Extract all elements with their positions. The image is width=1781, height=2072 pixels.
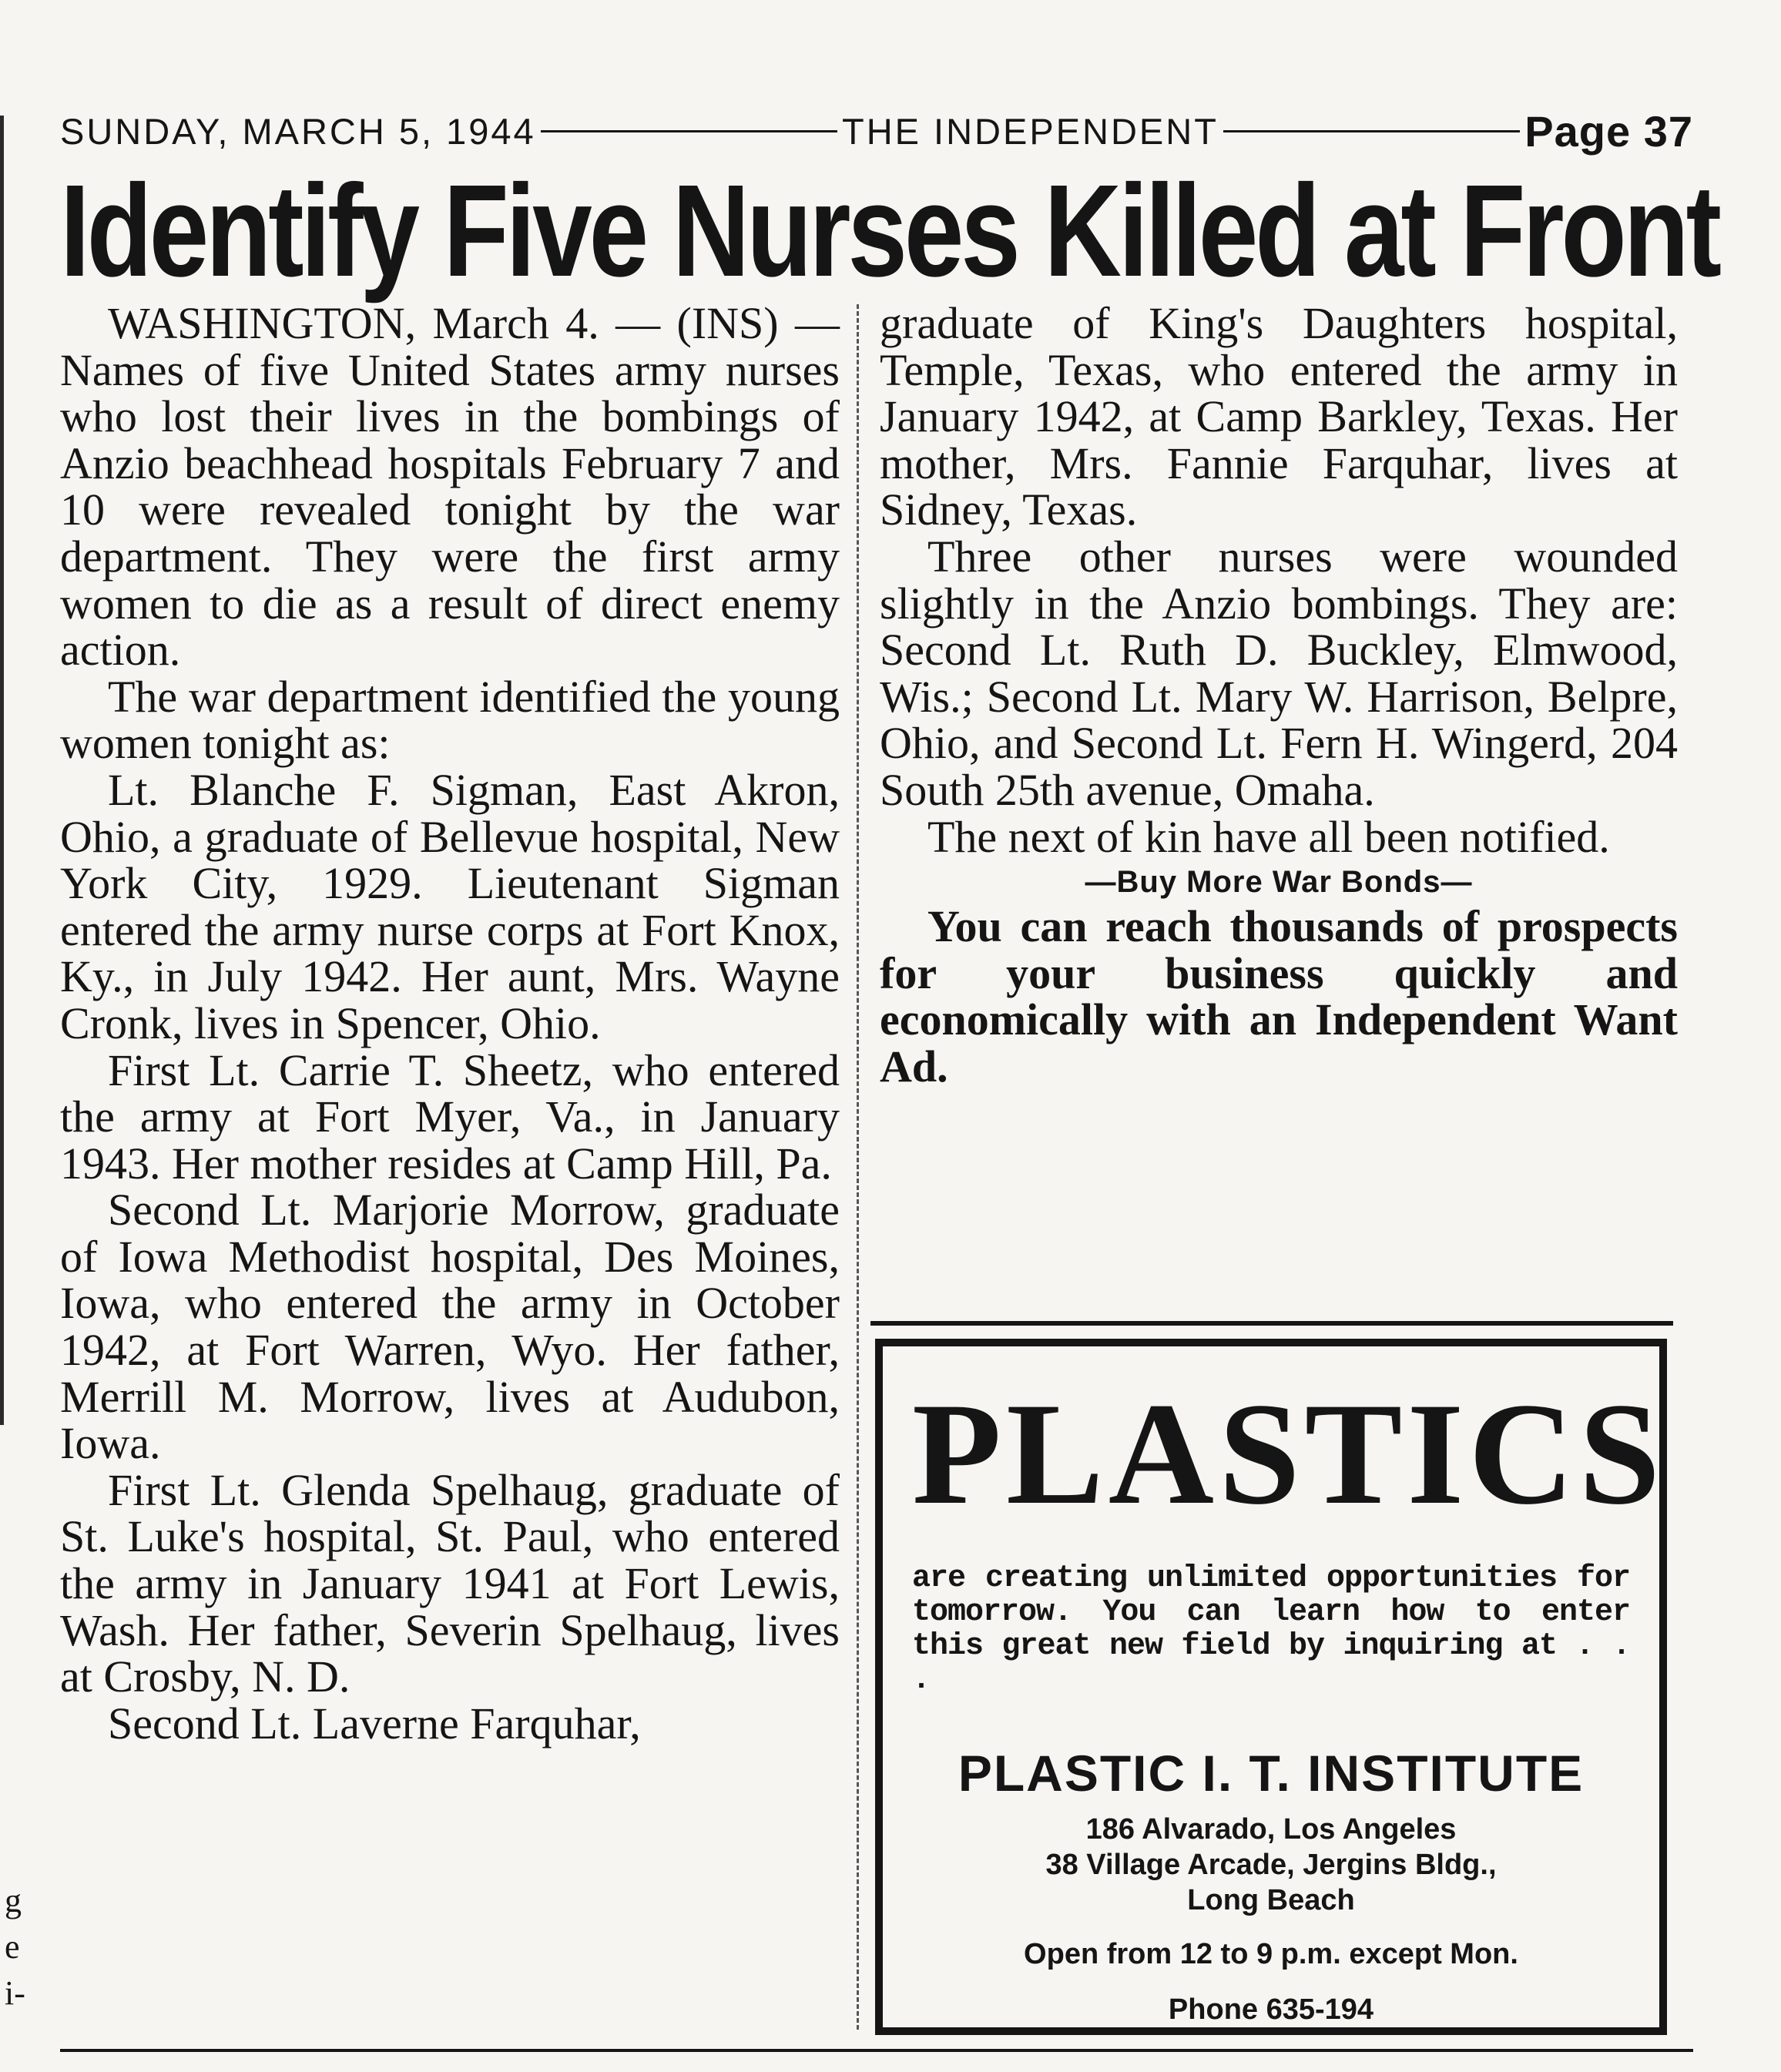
edge-text-fragment: g [5,1882,22,1919]
edge-text-fragment: i- [5,1974,25,2012]
bottom-rule [60,2049,1693,2052]
ad-address-line: 186 Alvarado, Los Angeles [1085,1813,1457,1846]
article-paragraph: Second Lt. Marjorie Morrow, graduate of Iowa Methodist hospital, Des Moines, Iowa, who entered the army in October 1942, at Fort Warren, Wyo. Her father, Merrill M. Morrow, lives at Audubon, Iowa. [60,1185,840,1469]
want-ad-promo: You can reach thousands of prospects for your business quickly and economically with an Independent Want Ad. [880,901,1678,1091]
plastics-advertisement [875,1339,1667,2035]
article-column-left [60,300,840,1747]
ad-address-line: Long Beach [1187,1884,1355,1916]
headline: Identify Five Nurses Killed at Front [60,158,1719,304]
article-paragraph: graduate of King's Daughters hospital, Temple, Texas, who entered the army in January 1942, at Camp Barkley, Texas. Her mother, Mrs. Fannie Farquhar, lives at Sidney, Texas. [880,298,1678,535]
article-paragraph: First Lt. Glenda Spelhaug, graduate of St. Luke's hospital, St. Paul, who entered the army in January 1941 at Fort Lewis, Wash. Her father, Severin Spelhaug, lives at Crosby, N. D. [60,1464,840,1702]
ad-hours: Open from 12 to 9 p.m. except Mon. [1024,1938,1518,1970]
article-paragraph: First Lt. Carrie T. Sheetz, who entered the army at Fort Myer, Va., in January 1943. Her mother resides at Camp Hill, Pa. [60,1044,840,1189]
ad-top-rule [870,1321,1673,1326]
masthead-date: SUNDAY, MARCH 5, 1944 [60,110,536,152]
war-bonds-slogan: —Buy More War Bonds— [1085,865,1473,900]
page-number: Page 37 [1524,106,1693,156]
masthead-newspaper: THE INDEPENDENT [842,110,1219,152]
ad-phone: Phone 635-194 [1168,1993,1374,2026]
article-column-right [880,300,1678,1091]
article-paragraph: The next of kin have all been notified. [927,811,1610,862]
ad-institute-name: PLASTIC I. T. INSTITUTE [958,1745,1585,1802]
article-paragraph: WASHINGTON, March 4. — (INS) — Names of five United States army nurses who lost their lives in the bombings of Anzio beachhead hospitals February 7 and 10 were revealed tonight by the war department. They were the first army women to die as a result of direct enemy action. [60,298,840,676]
ad-address-line: 38 Village Arcade, Jergins Bldg., [1045,1849,1497,1881]
masthead-rule [541,130,837,132]
previous-column-rule [0,116,4,1425]
ad-body: are creating unlimited opportunities for tomorrow. You can learn how to enter this great new field by inquiring at . . . [912,1561,1630,1698]
column-divider [857,304,859,2030]
ad-address [912,1812,1630,1918]
ad-title: PLASTICS [912,1373,1665,1535]
article-paragraph: Second Lt. Laverne Farquhar, [108,1698,641,1748]
masthead-rule [1223,130,1520,132]
masthead [60,104,1693,158]
article-paragraph: Lt. Blanche F. Sigman, East Akron, Ohio, a graduate of Bellevue hospital, New York City, 1929. Lieutenant Sigman entered the army nurse corps at Fort Knox, Ky., in July 1942. Her aunt, Mrs. Wayne Cronk, lives in Spencer, Ohio. [60,764,840,1048]
article-paragraph: The war department identified the young women tonight as: [60,671,840,769]
edge-text-fragment: e [5,1928,20,1966]
article-paragraph: Three other nurses were wounded slightly in the Anzio bombings. They are: Second Lt. Ruth D. Buckley, Elmwood, Wis.; Second Lt. Mary W. Harrison, Belpre, Ohio, and Second Lt. Fern H. Wingerd, 204 South 25th avenue, Omaha. [880,531,1678,815]
